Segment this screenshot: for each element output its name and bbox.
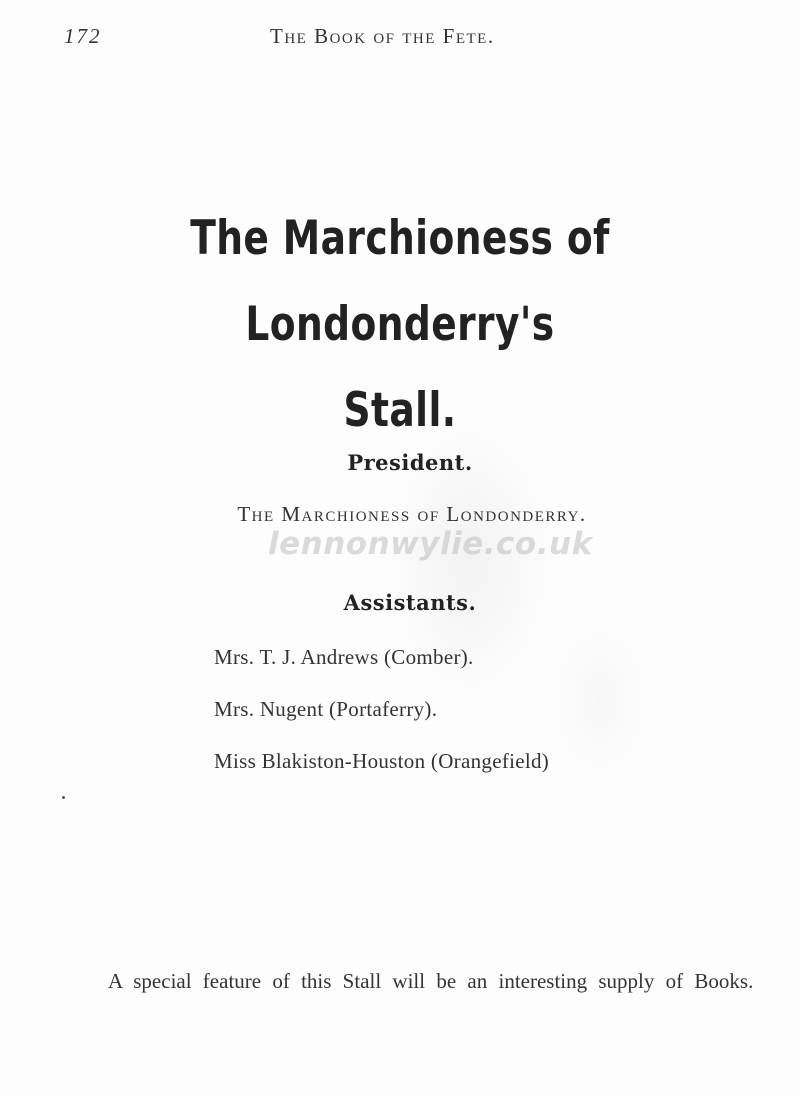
watermark: lennonwylie.co.uk <box>268 526 593 562</box>
list-item: Mrs. T. J. Andrews (Comber). <box>214 645 474 669</box>
list-item: Miss Blakiston-Houston (Orangefield) <box>214 749 550 773</box>
assistants-list <box>214 642 549 798</box>
running-head <box>0 22 800 54</box>
assistants-heading: Assistants. <box>343 590 477 615</box>
list-item: Mrs. Nugent (Portaferry). <box>214 697 438 721</box>
page-title-line-1: The Marchioness of Londonderry's <box>190 211 610 352</box>
running-title: The Book of the Fete. <box>270 24 495 48</box>
page-title <box>96 196 704 454</box>
president-name: The Marchioness of Londonderry. <box>237 502 587 526</box>
page-title-line-2: Stall. <box>343 383 457 438</box>
president-heading: President. <box>347 450 473 475</box>
ink-speck <box>62 796 65 799</box>
body-paragraph: A special feature of this Stall will be an interesting supply of Books. <box>108 969 754 993</box>
page-number: 172 <box>64 24 102 48</box>
